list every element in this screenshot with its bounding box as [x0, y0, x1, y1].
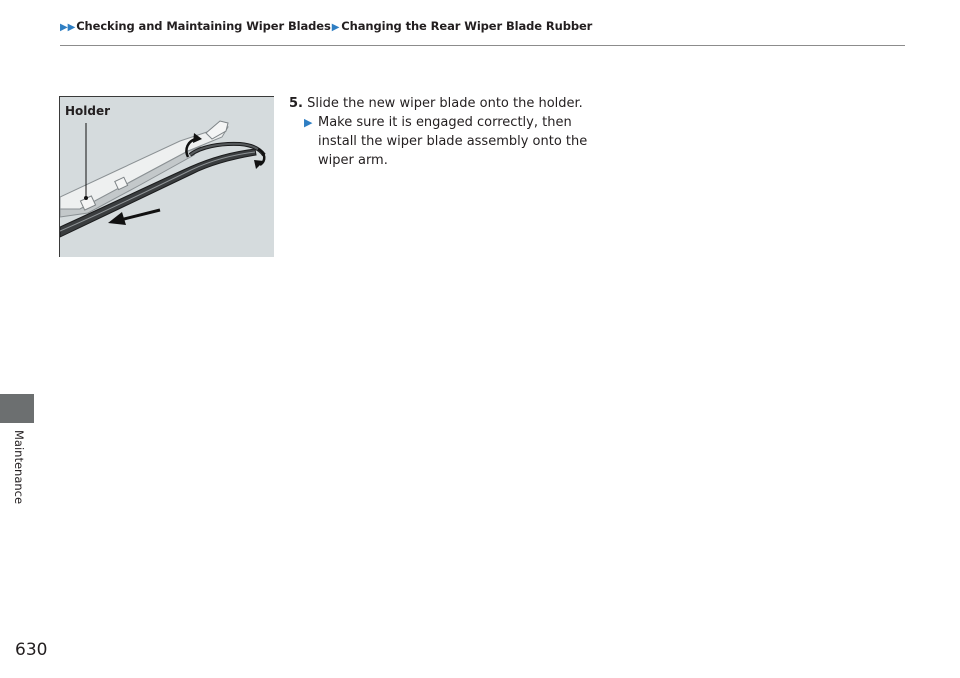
double-arrow-icon: ▶▶: [60, 22, 76, 33]
step-number: 5.: [289, 96, 303, 111]
slide-direction-arrow-head-icon: [108, 212, 126, 225]
section-tab-label: Maintenance: [12, 430, 26, 505]
holder-callout-label: Holder: [65, 104, 111, 118]
slide-direction-arrow-icon: [120, 210, 160, 220]
breadcrumb-item-wiper-blades[interactable]: Checking and Maintaining Wiper Blades: [76, 19, 331, 33]
section-tab[interactable]: [0, 394, 34, 423]
breadcrumb-item-rear-wiper-rubber[interactable]: Changing the Rear Wiper Blade Rubber: [341, 19, 593, 33]
holder-end: [206, 121, 228, 139]
note-line: install the wiper blade assembly onto the: [318, 134, 588, 149]
holder-callout-dot: [84, 196, 88, 200]
note-arrow-icon: ▶: [304, 116, 313, 129]
step-text: Slide the new wiper blade onto the holder.: [307, 96, 583, 111]
wiper-blade-illustration: [59, 96, 274, 257]
breadcrumb: [60, 19, 592, 33]
step-5: [289, 94, 609, 170]
breadcrumb-separator-icon: ▶: [331, 22, 340, 33]
note-line: wiper arm.: [318, 153, 388, 168]
note-line: Make sure it is engaged correctly, then: [318, 115, 572, 130]
wiper-blade-drawing: [60, 97, 274, 257]
header-divider: [60, 45, 905, 46]
step-instruction: [289, 94, 609, 113]
step-note: [304, 113, 609, 170]
page-number: 630: [15, 640, 48, 660]
